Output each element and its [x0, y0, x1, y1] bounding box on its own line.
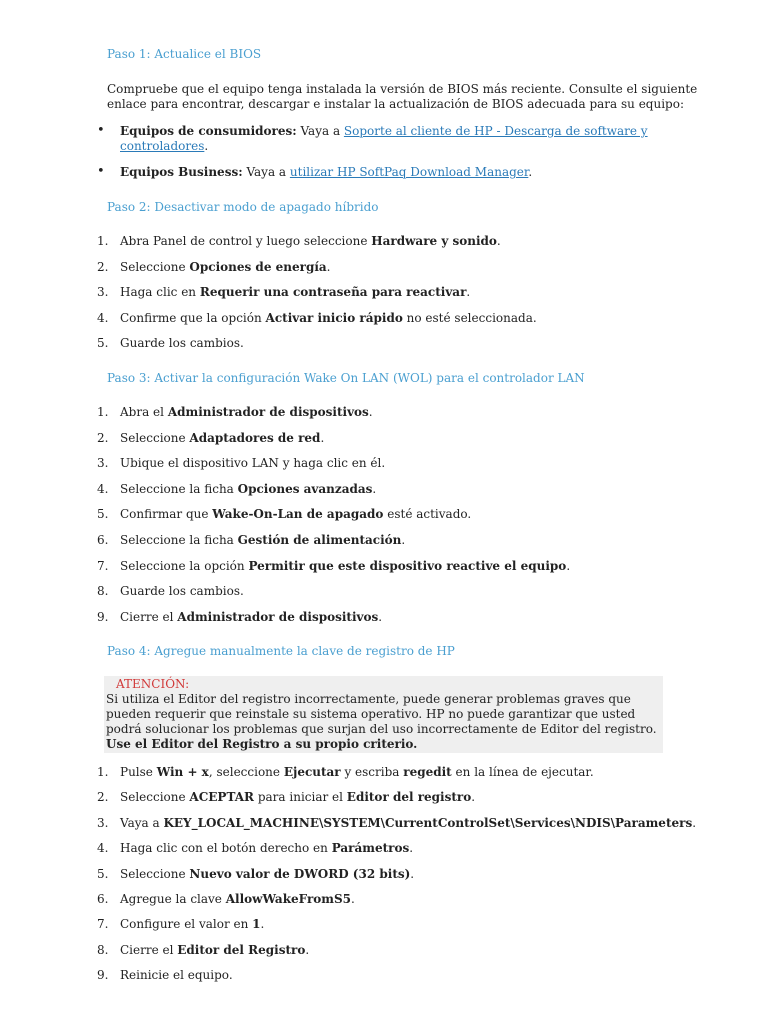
step4-item-text: Seleccione	[120, 866, 190, 881]
step2-heading: Paso 2: Desactivar modo de apagado híbrido	[107, 200, 379, 214]
step4-item-bold: 1	[252, 917, 261, 932]
step2-item-number: 1.	[97, 234, 109, 248]
step4-item-text: Configure el valor en	[120, 917, 253, 932]
step3-heading: Paso 3: Activar la configuración Wake On LAN (WOL) para el controlador LAN	[107, 371, 585, 385]
step4-list-item	[120, 943, 309, 957]
bullet-business-text: Vaya a	[242, 165, 290, 179]
step2-item-text: Abra Panel de control y luego seleccione	[120, 234, 372, 248]
bullet-consumer-text: Vaya a	[296, 124, 344, 138]
step4-item-number: 5.	[97, 866, 109, 881]
step4-item-number: 3.	[97, 815, 109, 830]
step1-paragraph-line1: Compruebe que el equipo tenga instalada la versión de BIOS más reciente. Consulte el siguiente	[107, 82, 698, 96]
step4-item-number: 7.	[97, 917, 109, 932]
step3-item-bold: Administrador de dispositivos	[167, 405, 369, 419]
step3-item-text: esté activado.	[383, 507, 472, 522]
step2-item-number: 5.	[97, 336, 109, 351]
step4-list-item	[120, 917, 264, 931]
step4-heading: Paso 4: Agregue manualmente la clave de registro de HP	[107, 644, 455, 658]
warning-text	[106, 692, 662, 752]
step2-list-item	[120, 234, 501, 248]
step3-item-text: Guarde los cambios.	[120, 584, 244, 599]
step4-item-text: en la línea de ejecutar.	[451, 765, 594, 779]
step2-item-text: Guarde los cambios.	[120, 336, 244, 351]
bullet-business	[120, 165, 532, 179]
step4-item-text: .	[260, 917, 265, 932]
warning-box	[104, 676, 663, 753]
step4-item-bold: KEY_LOCAL_MACHINE\SYSTEM\CurrentControlSet\Services\NDIS\Parameters	[163, 815, 693, 830]
softpaq-link[interactable]: utilizar HP SoftPaq Download Manager	[289, 165, 529, 179]
step4-list-item	[120, 892, 355, 906]
step3-list-item	[120, 610, 382, 624]
step3-item-number: 1.	[97, 405, 109, 419]
step2-item-text: Seleccione	[120, 259, 190, 274]
step4-list-item	[120, 765, 594, 779]
step3-item-text: .	[378, 609, 383, 624]
step4-item-text: Haga clic con el botón derecho en	[120, 841, 332, 856]
step4-item-text: .	[692, 815, 697, 830]
consumer-support-link-cont[interactable]: controladores	[120, 139, 205, 153]
step3-item-text: Confirmar que	[120, 507, 213, 522]
step2-list-item	[120, 336, 244, 350]
step3-item-text: .	[372, 481, 377, 496]
step3-item-bold: Administrador de dispositivos	[177, 609, 379, 624]
step3-list-item	[120, 584, 244, 598]
step3-item-bold: Gestión de alimentación	[237, 533, 402, 547]
bullet-consumer-label: Equipos de consumidores:	[120, 124, 297, 138]
step4-item-text: para iniciar el	[254, 790, 347, 805]
step2-item-bold: Activar inicio rápido	[265, 310, 403, 325]
step3-item-number: 7.	[97, 558, 109, 573]
step1-heading: Paso 1: Actualice el BIOS	[107, 47, 262, 61]
bullet-dot: •	[97, 123, 105, 138]
step4-item-text: .	[305, 942, 310, 957]
step4-item-bold: Editor del registro	[346, 790, 472, 805]
step3-item-text: Seleccione	[120, 430, 190, 445]
step3-item-text: .	[566, 558, 571, 573]
step4-item-number: 6.	[97, 892, 109, 906]
bullet-dot: •	[97, 164, 105, 179]
bullet-consumer-end: .	[204, 139, 209, 153]
step3-list-item	[120, 456, 385, 470]
step3-list-item	[120, 482, 376, 496]
step3-item-number: 3.	[97, 456, 109, 471]
step2-item-bold: Requerir una contraseña para reactivar	[199, 285, 467, 300]
step2-item-bold: Opciones de energía	[189, 259, 327, 274]
warning-body: Si utiliza el Editor del registro incorrectamente, puede generar problemas graves que pueden requerir que reinstale su sistema operativo. HP no puede garantizar que usted podrá solucionar los problemas que surjan del uso incorrectamente de Editor del registro.	[106, 692, 657, 736]
step1-paragraph-line2: enlace para encontrar, descargar e instalar la actualización de BIOS adecuada para su equipo:	[107, 97, 684, 111]
step3-item-bold: Wake-On-Lan de apagado	[212, 507, 384, 522]
step3-list-item	[120, 507, 471, 521]
step2-item-number: 2.	[97, 259, 109, 274]
step4-item-number: 9.	[97, 968, 109, 983]
step4-item-number: 4.	[97, 841, 109, 856]
step2-item-text: .	[466, 285, 471, 300]
step2-item-bold: Hardware y sonido	[371, 234, 497, 248]
step4-item-bold: AllowWakeFromS5	[225, 892, 352, 906]
step3-item-number: 8.	[97, 584, 109, 599]
step3-item-number: 2.	[97, 430, 109, 445]
step3-list-item	[120, 405, 373, 419]
step3-item-number: 5.	[97, 507, 109, 522]
step2-list-item	[120, 260, 331, 274]
bullet-consumer	[120, 124, 648, 138]
step3-list-item	[120, 533, 405, 547]
step2-list-item	[120, 311, 537, 325]
step3-item-text: Seleccione la opción	[120, 558, 249, 573]
step4-list-item	[120, 867, 414, 881]
step4-item-text: .	[410, 866, 415, 881]
step2-item-number: 4.	[97, 310, 109, 325]
step3-list-item	[120, 559, 570, 573]
step2-item-text: Haga clic en	[120, 285, 200, 300]
step2-item-text: .	[496, 234, 501, 248]
step4-item-bold: ACEPTAR	[189, 790, 255, 805]
step3-item-bold: Adaptadores de red	[189, 430, 321, 445]
step3-item-bold: Permitir que este dispositivo reactive el equipo	[248, 558, 567, 573]
step4-item-text: y escriba	[340, 765, 404, 779]
step4-item-bold: Ejecutar	[283, 765, 341, 779]
step3-item-text: Seleccione la ficha	[120, 481, 238, 496]
step3-item-text: Abra el	[120, 405, 168, 419]
step4-item-text: Cierre el	[120, 942, 178, 957]
step4-list-item	[120, 790, 475, 804]
step4-item-bold: regedit	[403, 765, 452, 779]
step3-item-text: Ubique el dispositivo LAN y haga clic en él.	[120, 456, 386, 471]
step4-item-text: , seleccione	[208, 765, 284, 779]
step4-item-bold: Win + x	[156, 765, 209, 779]
step2-list-item	[120, 285, 470, 299]
step4-item-text: .	[351, 892, 355, 906]
step3-item-text: .	[401, 533, 406, 547]
step2-item-text: Confirme que la opción	[120, 310, 266, 325]
step4-list-item	[120, 816, 696, 830]
step4-item-bold: Editor del Registro	[177, 942, 306, 957]
step4-item-bold: Nuevo valor de DWORD (32 bits)	[189, 866, 411, 881]
warning-bold: Use el Editor del Registro a su propio criterio.	[106, 737, 418, 751]
step4-item-text: Vaya a	[120, 815, 164, 830]
step4-item-number: 2.	[97, 790, 109, 805]
warning-title: ATENCIÓN:	[116, 677, 190, 691]
step2-item-number: 3.	[97, 285, 109, 300]
step4-item-number: 1.	[97, 765, 109, 779]
step4-item-text: .	[409, 841, 414, 856]
step4-item-number: 8.	[97, 942, 109, 957]
step4-item-text: Seleccione	[120, 790, 190, 805]
step3-item-text: Seleccione la ficha	[120, 533, 238, 547]
step2-item-text: .	[326, 259, 331, 274]
step3-item-text: Cierre el	[120, 609, 178, 624]
step4-list-item	[120, 968, 233, 982]
step2-item-text: no esté seleccionada.	[402, 310, 537, 325]
bullet-consumer-line2	[120, 139, 208, 153]
step4-item-text: Pulse	[120, 765, 157, 779]
step3-item-text: .	[320, 430, 325, 445]
step3-list-item	[120, 431, 324, 445]
step4-list-item	[120, 841, 413, 855]
step4-item-text: Agregue la clave	[120, 892, 226, 906]
step4-item-bold: Parámetros	[331, 841, 410, 856]
step3-item-number: 4.	[97, 481, 109, 496]
step3-item-number: 6.	[97, 533, 109, 547]
step3-item-text: .	[368, 405, 373, 419]
bullet-business-end: .	[528, 165, 533, 179]
step3-item-number: 9.	[97, 609, 109, 624]
step3-item-bold: Opciones avanzadas	[237, 481, 373, 496]
step4-item-text: .	[471, 790, 476, 805]
consumer-support-link[interactable]: Soporte al cliente de HP - Descarga de software y	[343, 124, 648, 138]
bullet-business-label: Equipos Business:	[120, 165, 243, 179]
step4-item-text: Reinicie el equipo.	[120, 968, 233, 983]
